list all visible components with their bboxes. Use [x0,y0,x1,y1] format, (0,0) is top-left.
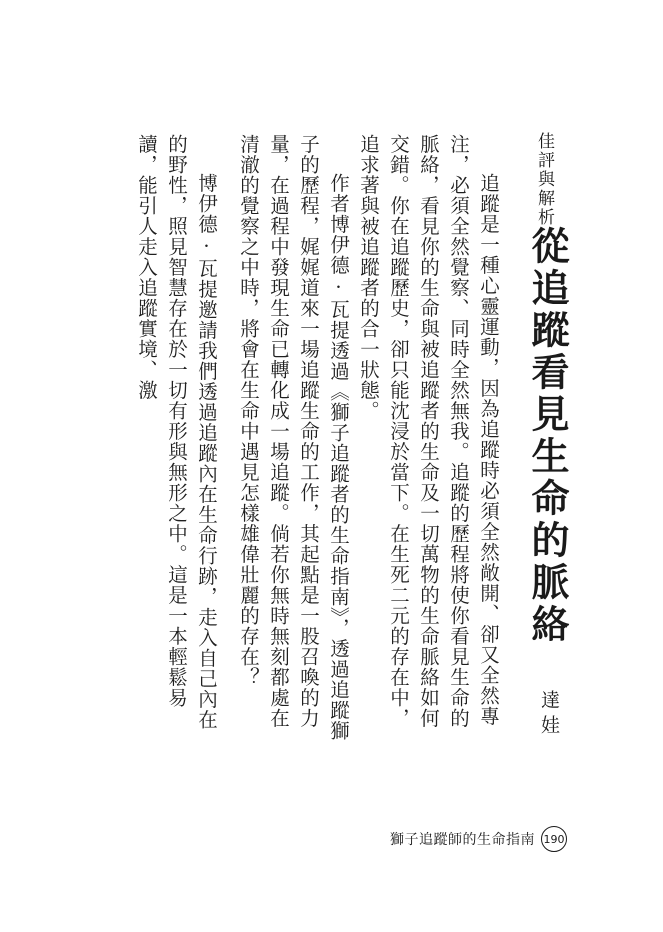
paragraph-3: 博伊德·瓦提邀請我們透過追蹤內在生命行跡，走入自己內在的野性，照見智慧存在於一切有形與無形之中。這是一本輕鬆易讀，能引人走入追蹤實境、激 [135,134,218,730]
paragraph-2: 作者博伊德·瓦提透過《獅子追蹤者的生命指南》，透過追蹤獅子的歷程，娓娓道來一場追蹤生命的工作，其起點是一股召喚的力量，在過程中發現生命已轉化成一場追蹤。倘若你無時無刻都處在清澈的覺察之中時，將會在生命中遇見怎樣雄偉壯麗的存在？ [237,134,350,741]
paragraph-1: 追蹤是一種心靈運動，因為追蹤時必須全然敞開、卻又全然專注，必須全然覺察、同時全然無我。追蹤的歷程將使你看見生命的脈絡，看見你的生命與被追蹤者的生命及一切萬物的生命脈絡如何交錯。你在追蹤歷史，卻只能沈浸於當下。在生死二元的存在中，追求著與被追蹤者的合一狀態。 [357,134,500,729]
page-footer [390,826,567,852]
page-title: 從追蹤看見生命的脈絡 [525,226,569,646]
page-number: 190 [541,826,567,852]
author-name: 達娃 [538,690,560,740]
article-body [119,134,503,744]
running-footer-title: 獅子追蹤師的生命指南 [390,832,535,848]
section-category: 佳評與解析 [534,132,554,227]
